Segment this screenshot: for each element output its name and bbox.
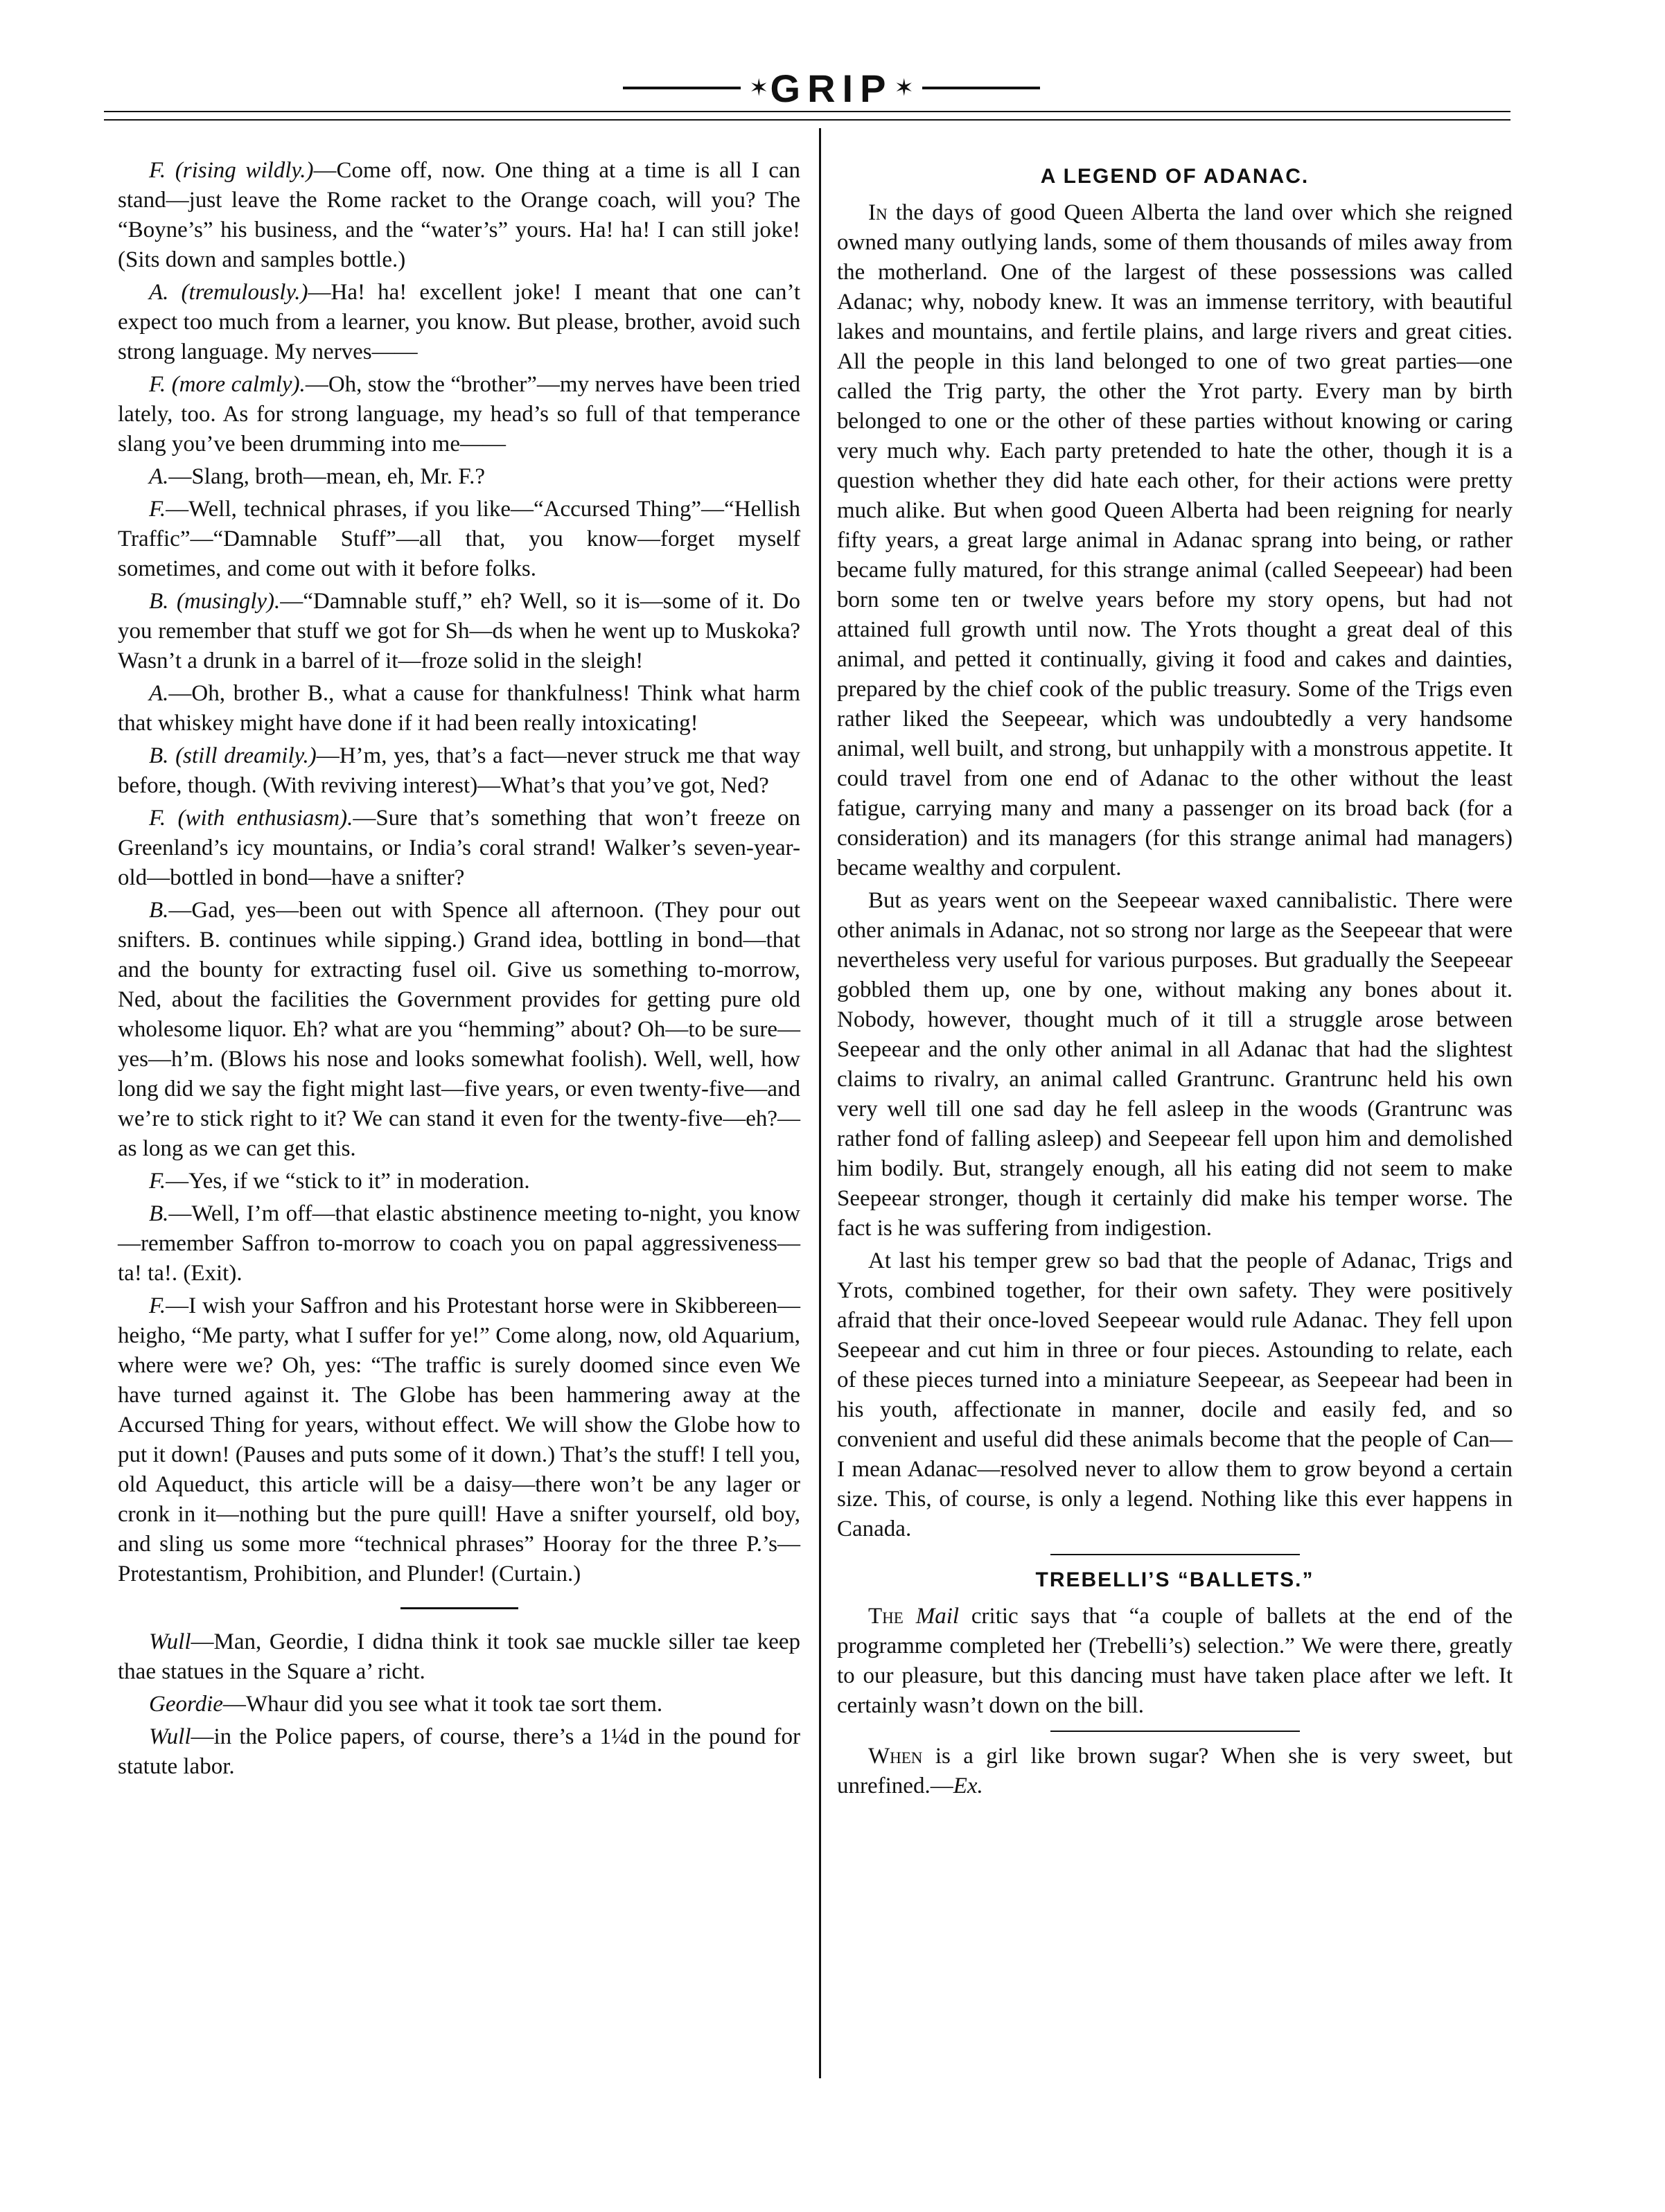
header-rule	[104, 119, 1510, 121]
dialogue-text: —in the Police papers, of course, there’s a 1¼d in the pound for statute labor.	[118, 1724, 800, 1779]
dialogue-text: —Oh, stow the “brother”—my nerves have been tried lately, too. As for strong language, my head’s so full of that temperance slang you’ve been drumming into me——	[118, 372, 800, 457]
dialogue-line	[118, 1199, 800, 1289]
dialogue-text: —Well, technical phrases, if you like—“Accursed Thing”—“Hellish Traffic”—“Damnable Stuff”—all that, you know—forget myself sometimes, and come out with it before folks.	[118, 497, 800, 581]
publication-title: GRIP	[770, 66, 893, 110]
stage-direction: (rising wildly.)	[175, 158, 314, 183]
dialogue-text: —Yes, if we “stick to it” in moderation.	[166, 1169, 530, 1194]
ornament-star-icon: ✶	[894, 76, 914, 101]
joke-text: is a girl like brown sugar? When she is very sweet, but unrefined.—	[837, 1744, 1513, 1798]
dialogue-line	[118, 1722, 800, 1782]
ornament-star-icon: ✶	[749, 76, 769, 101]
dialogue-line	[118, 741, 800, 801]
left-column	[118, 156, 800, 1785]
dialogue-text: —“Damnable stuff,” eh? Well, so it is—some of it. Do you remember that stuff we got for Sh—ds when he went up to Muskoka? Wasn’t a drunk in a barrel of it—froze solid in the sleigh!	[118, 589, 800, 673]
speaker-name: B.	[149, 743, 169, 768]
speaker-name: Geordie	[149, 1692, 223, 1717]
column-divider	[819, 128, 821, 2078]
dialogue-line	[118, 1627, 800, 1687]
paragraph-text: At last his temper grew so bad that the people of Adanac, Trigs and Yrots, combined together, for their own safety. They were positively afraid that their once-loved Seepeear would rule Adanac. They fell upon Seepeear and cut him in three or four pieces. Astounding to relate, each of these pieces turned into a miniature Seepeear, as Seepeear had been in his youth, affectionate in manner, docile and easily fed, and so convenient and useful did these animals become that the people of Can—I mean Adanac—resolved never to allow them to grow beyond a certain size. This, of course, is only a legend. Nothing like this ever happens in Canada.	[837, 1248, 1513, 1541]
dialogue-line	[118, 804, 800, 893]
dialogue-line	[118, 1291, 800, 1589]
stage-direction: (more calmly).	[171, 372, 306, 397]
masthead-rule-right	[922, 87, 1040, 89]
stage-direction: (musingly).	[176, 589, 281, 614]
speaker-name: F.	[149, 1293, 166, 1318]
legend-paragraph	[837, 886, 1513, 1244]
trebelli-paragraph	[837, 1602, 1513, 1721]
section-divider	[1050, 1554, 1300, 1555]
dialogue-line	[118, 462, 800, 492]
speaker-name: Wull	[149, 1724, 191, 1749]
dialogue-text: —Slang, broth—mean, eh, Mr. F.?	[168, 464, 485, 489]
dialogue-text: —H’m, yes, that’s a fact—never struck me that way before, though. (With reviving interest)—What’s that you’ve got, Ned?	[118, 743, 801, 798]
right-column	[837, 156, 1513, 1804]
speaker-name: Wull	[149, 1629, 191, 1654]
stage-direction: (still dreamily.)	[175, 743, 317, 768]
legend-article	[837, 198, 1513, 1544]
dialogue-text: —Ha! ha! excellent joke! I meant that one can’t expect too much from a learner, you know. But please, brother, avoid such strong language. My nerves——	[118, 280, 801, 364]
dialogue-section	[118, 156, 800, 1589]
joke-source: Ex.	[953, 1773, 983, 1798]
speaker-name: A.	[149, 280, 169, 305]
legend-paragraph	[837, 1246, 1513, 1544]
paragraph-lead: In	[868, 200, 888, 225]
dialogue-line	[118, 679, 800, 738]
legend-paragraph	[837, 198, 1513, 883]
dialogue-text: —Gad, yes—been out with Spence all afternoon. (They pour out snifters. B. continues while sipping.) Grand idea, bottling in bond—that and the bounty for extracting fusel oil. Give us something to-morrow, Ned, about the facilities the Government provides for getting pure old wholesome liquor. Eh? what are you “hemming” about? Oh—to be sure—yes—h’m. (Blows his nose and looks somewhat foolish). Well, well, how long did we say the fight might last—five years, or even twenty-five—and we’re to stick right to it? We can stand it even for the twenty-five—eh?—as long as we can get this.	[118, 898, 800, 1161]
speaker-name: A.	[149, 681, 169, 706]
dialogue-line	[118, 1690, 800, 1719]
speaker-name: B.	[149, 589, 169, 614]
speaker-name: F.	[149, 372, 166, 397]
masthead	[596, 64, 1067, 112]
speaker-name: B.	[149, 898, 169, 923]
dialogue-text: —Man, Geordie, I didna think it took sae muckle siller tae keep thae statues in the Square a’ richt.	[118, 1629, 800, 1684]
dialogue-text: —Come off, now. One thing at a time is all I can stand—just leave the Rome racket to the Orange coach, will you? The “Boyne’s” his business, and the “water’s” yours. Ha! ha! I can still joke! (Sits down and samples bottle.)	[118, 158, 801, 272]
trebelli-text: critic says that “a couple of ballets at the end of the programme completed her (Trebelli’s) selection.” We were there, greatly to our pleasure, but this dancing must have taken place after we left. It certainly wasn’t down on the bill.	[837, 1604, 1513, 1718]
speaker-name: F.	[149, 158, 166, 183]
masthead-rule-left	[623, 87, 741, 89]
dialogue-text: —Well, I’m off—that elastic abstinence meeting to-night, you know—remember Saffron to-morrow to coach you on papal aggressiveness—ta! ta!. (Exit).	[118, 1201, 800, 1286]
speaker-name: F.	[149, 806, 166, 831]
dialogue-line	[118, 278, 800, 367]
speaker-name: F.	[149, 497, 166, 522]
speaker-name: B.	[149, 1201, 169, 1226]
stage-direction: (tremulously.)	[181, 280, 308, 305]
dialogue-text: —Sure that’s something that won’t freeze on Greenland’s icy mountains, or India’s coral strand! Walker’s seven-year-old—bottled in bond—have a snifter?	[118, 806, 801, 890]
dialogue-text: —Oh, brother B., what a cause for thankfulness! Think what harm that whiskey might have done if it had been really intoxicating!	[118, 681, 800, 736]
speaker-name: A.	[149, 464, 169, 489]
dialogue-text: —Whaur did you see what it took tae sort them.	[222, 1692, 663, 1717]
section-divider	[400, 1607, 518, 1609]
dialogue-text: —I wish your Saffron and his Protestant horse were in Skibbereen—heigho, “Me party, what I suffer for ye!” Come along, now, old Aquarium, where were we? Oh, yes: “The traffic is surely doomed since even We have turned against it. The Globe has been hammering away at the Accursed Thing for years, without effect. We will show the Globe how to put it down! (Pauses and puts some of it down.) That’s the stuff! I tell you, old Aqueduct, this article will be a daisy—there won’t be any lager or cronk in it—nothing but the pure quill! Have a snifter yourself, old boy, and sling us some more “technical phrases” Hooray for the three P.’s—Protestantism, Prohibition, and Plunder! (Curtain.)	[118, 1293, 800, 1586]
trebelli-heading: TREBELLI’S “BALLETS.”	[1035, 1568, 1314, 1591]
dialogue-line	[118, 495, 800, 584]
paragraph-text: the days of good Queen Alberta the land over which she reigned owned many outlying lands, some of them thousands of miles away from the motherland. One of the largest of these possessions was called Adanac; why, nobody knew. It was an immense territory, with beautiful lakes and mountains, and fertile plains, and large rivers and great cities. All the people in this land belonged to one of two great parties—one called the Trig party, the other the Yrot party. Every man by birth belonged to one or the other of these parties without knowing or caring very much why. Each party pretended to hate the other, though it is a question whether they did hate each other, for their actions were pretty much alike. But when good Queen Alberta had been reigning for nearly fifty years, a great large animal in Adanac sprang into being, or rather became fully matured, for this strange animal (called Seepeear) had been born some ten or twelve years before my story opens, but had not attained full growth until now. The Yrots thought a great deal of this animal, and petted it continually, giving it food and cakes and dainties, prepared by the chief cook of the public treasury. Some of the Trigs even rather liked the Seepeear, which was undoubtedly a very handsome animal, well built, and strong, but unhappily with a monstrous appetite. It could travel from one end of Adanac to the other without the least fatigue, carrying many and many a passenger on its broad back (for a consideration) and its managers (for this strange animal had managers) became wealthy and corpulent.	[837, 200, 1513, 881]
joke-paragraph	[837, 1742, 1513, 1801]
stage-direction: (with enthusiasm).	[177, 806, 353, 831]
paragraph-text: But as years went on the Seepeear waxed cannibalistic. There were other animals in Adanac, not so strong nor large as the Seepeear that were nevertheless very useful for various purposes. But gradually the Seepeear gobbled them up, one by one, without making any bones about it. Nobody, however, thought much of it till a struggle arose between Seepeear and the only other animal in all Adanac that had the slightest claims to rivalry, an animal called Grantrunc. Grantrunc held his own very well till one sad day he fell asleep in the woods (Grantrunc was rather fond of falling asleep) and Seepeear fell upon him and demolished him bodily. But, strangely enough, all his eating did not seem to make Seepeear stronger, though it certainly did make his temper worse. The fact is he was suffering from indigestion.	[837, 888, 1513, 1241]
trebelli-lead: The	[868, 1604, 904, 1629]
dialogue-line	[118, 896, 800, 1164]
joke-lead: When	[868, 1744, 923, 1769]
dialogue-line	[118, 587, 800, 676]
legend-heading: A LEGEND OF ADANAC.	[1040, 165, 1310, 188]
dialogue-line	[118, 1167, 800, 1196]
header-rule	[104, 111, 1510, 112]
speaker-name: F.	[149, 1169, 166, 1194]
trebelli-paper: Mail	[915, 1604, 960, 1629]
section-divider	[1050, 1731, 1300, 1732]
dialogue-line	[118, 156, 800, 275]
dialogue-line	[118, 370, 800, 459]
scots-dialogue-section	[118, 1627, 800, 1782]
